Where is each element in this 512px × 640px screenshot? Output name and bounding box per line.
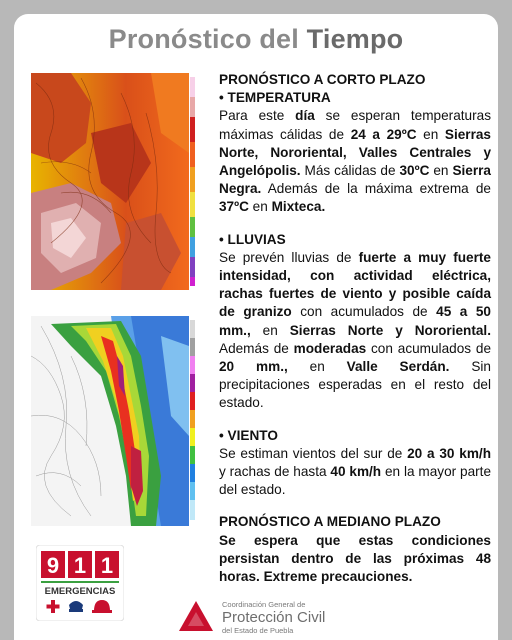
emergency-911-logo [36,545,124,621]
rain-heading: • LLUVIAS [219,231,286,247]
emergencias-label: EMERGENCIAS [44,586,116,597]
page-title [0,24,512,55]
proteccion-civil-logo [152,592,360,640]
proteccion-civil-triangle-icon [178,600,214,632]
digit-9: 9 [46,553,60,578]
forecast-text [219,71,491,586]
medium-term-paragraph: Se espera que estas condiciones persistan dentro de las próximas 48 horas. Extreme precauciones. [219,532,491,585]
title-light: Pronóstico del [108,24,299,54]
temperature-heading: • TEMPERATURA [219,90,331,106]
short-term-heading: PRONÓSTICO A CORTO PLAZO [219,72,426,87]
rainfall-map [31,316,201,526]
pc-line2: Protección Civil [222,609,326,626]
rain-paragraph: Se prevén lluvias de fuerte a muy fuerte intensidad, con actividad eléctrica, rachas fuertes de viento y posible caída de granizo con acumulados de 45 a 50 mm., en Sierras Norte y Nororiental. Además de moderadas con acumulados de 20 mm., en Valle Serdán. Sin precipitaciones esperadas en el resto del estado. [219,249,492,411]
pc-line3: del Estado de Puebla [222,626,294,635]
temperature-map [31,73,201,290]
medium-term-heading: PRONÓSTICO A MEDIANO PLAZO [219,514,441,530]
pc-line1: Coordinación General de [222,600,306,609]
digit-1b: 1 [100,553,114,578]
digit-1a: 1 [73,553,87,578]
title-bold: Tiempo [306,24,404,54]
wind-heading: • VIENTO [219,427,278,443]
temperature-paragraph: Para este día se esperan temperaturas máximas cálidas de 24 a 29ºC en Sierras Norte, Nororiental, Valles Centrales y Angelópolis. Más cálidas de 30ºC en Sierra Negra. Además de la máxima extrema de 37ºC en Mixteca. [219,108,491,215]
wind-paragraph: Se estiman vientos del sur de 20 a 30 km/h y rachas de hasta 40 km/h en la mayor parte del estado. [219,445,492,498]
